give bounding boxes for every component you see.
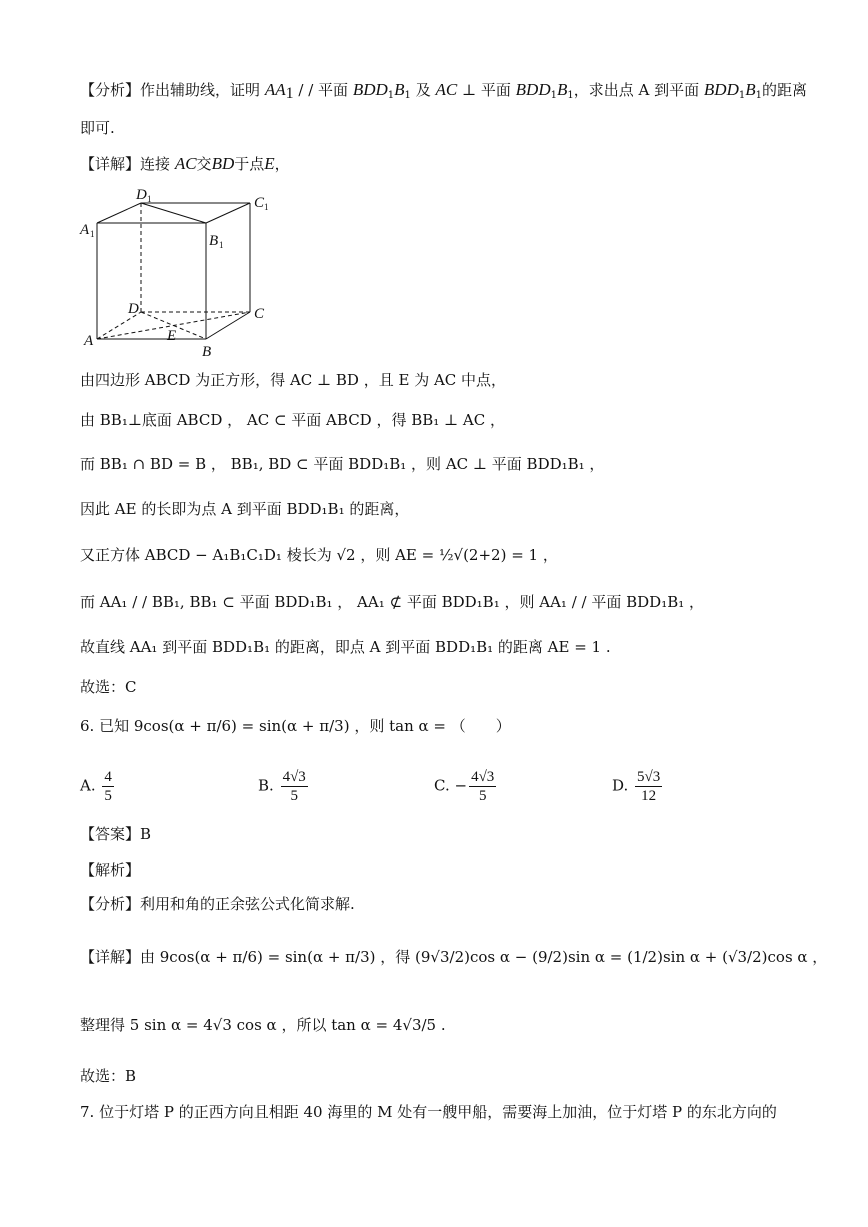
proof-line-6: 而 AA₁ / / BB₁, BB₁ ⊂ 平面 BDD₁B₁ ， AA₁ ⊄ 平面 BDD₁B₁ ，则 AA₁ / / 平面 BDD₁B₁ ，: [80, 593, 705, 611]
analysis-line-2: 即可.: [80, 119, 115, 137]
svg-text:1: 1: [147, 194, 152, 204]
proof-line-7: 故直线 AA₁ 到平面 BDD₁B₁ 的距离，即点 A 到平面 BDD₁B₁ 的距离 AE = 1 .: [80, 638, 611, 656]
label-c: C: [254, 306, 265, 322]
proof-line-4: 因此 AE 的长即为点 A 到平面 BDD₁B₁ 的距离，: [80, 500, 410, 518]
choice-line-2: 故选：B: [80, 1067, 137, 1085]
analysis-label: 【分析】: [80, 81, 141, 99]
svg-text:1: 1: [90, 229, 95, 239]
edge-a1d1: [97, 203, 141, 223]
option-d: D. $\frac{5√3}{12}$: [612, 769, 661, 804]
edge-b1c1: [206, 203, 250, 223]
proof-line-5: 又正方体 ABCD − A₁B₁C₁D₁ 棱长为 √2 ，则 AE = ½√(2+2) = 1 ，: [80, 546, 558, 564]
detail-line: 【详解】连接 AC交BD于点E，: [80, 154, 290, 173]
cube-figure: [78, 182, 278, 364]
proof-line-1: 由四边形 ABCD 为正方形，得 AC ⊥ BD ，且 E 为 AC 中点，: [80, 371, 507, 389]
label-b1: B: [209, 233, 219, 249]
label-a1: A: [80, 222, 90, 238]
label-d: D: [128, 301, 139, 317]
analysis-line-q6: 【分析】利用和角的正余弦公式化简求解.: [80, 895, 355, 913]
analysis-label-line: 【解析】: [80, 861, 141, 879]
svg-text:1: 1: [219, 240, 224, 250]
label-c1: C: [254, 195, 265, 211]
option-b: B. $\frac{4√3}{5}$: [258, 769, 306, 804]
rearrange-line: 整理得 5 sin α = 4√3 cos α ，所以 tan α = 4√3/5 .: [80, 1016, 446, 1034]
detail-line-q6: 【详解】由 9cos(α + π/6) = sin(α + π/3) ，得 (9√3/2)cos α − (9/2)sin α = (1/2)sin α + (√3/2)cos α ，: [80, 948, 828, 966]
option-c: C. − $\frac{4√3}{5}$: [434, 769, 495, 804]
question-7-stem: 7. 位于灯塔 P 的正西方向且相距 40 海里的 M 处有一艘甲船，需要海上加油，位于灯塔 P 的东北方向的: [80, 1103, 777, 1121]
question-6-stem: 6. 已知 9cos(α + π/6) = sin(α + π/3) ，则 tan α = （ ）: [80, 717, 511, 735]
edge-bc: [206, 312, 250, 339]
label-b: B: [202, 344, 212, 360]
svg-text:1: 1: [264, 202, 269, 212]
answer-line: 【答案】B: [80, 825, 152, 843]
edge-d1b1: [141, 203, 206, 223]
label-d1: D: [136, 187, 147, 203]
label-a: A: [84, 333, 94, 349]
choice-line-1: 故选：C: [80, 678, 137, 696]
label-e: E: [167, 328, 177, 344]
proof-line-2: 由 BB₁⊥底面 ABCD ， AC ⊂ 平面 ABCD ，得 BB₁ ⊥ AC ，: [80, 411, 506, 429]
option-a: A. $\frac{4}{5}$: [80, 769, 112, 804]
proof-line-3: 而 BB₁ ∩ BD = B ， BB₁, BD ⊂ 平面 BDD₁B₁ ，则 AC ⊥ 平面 BDD₁B₁ ，: [80, 455, 605, 473]
analysis-line: 【分析】作出辅助线，证明 $AA_1$ / / 平面 $BDD_1B_1$ 及 AC ⊥ 平面 $BDD_1B_1$，求出点 A 到平面 $BDD_1B_1$的距离: [80, 80, 808, 102]
